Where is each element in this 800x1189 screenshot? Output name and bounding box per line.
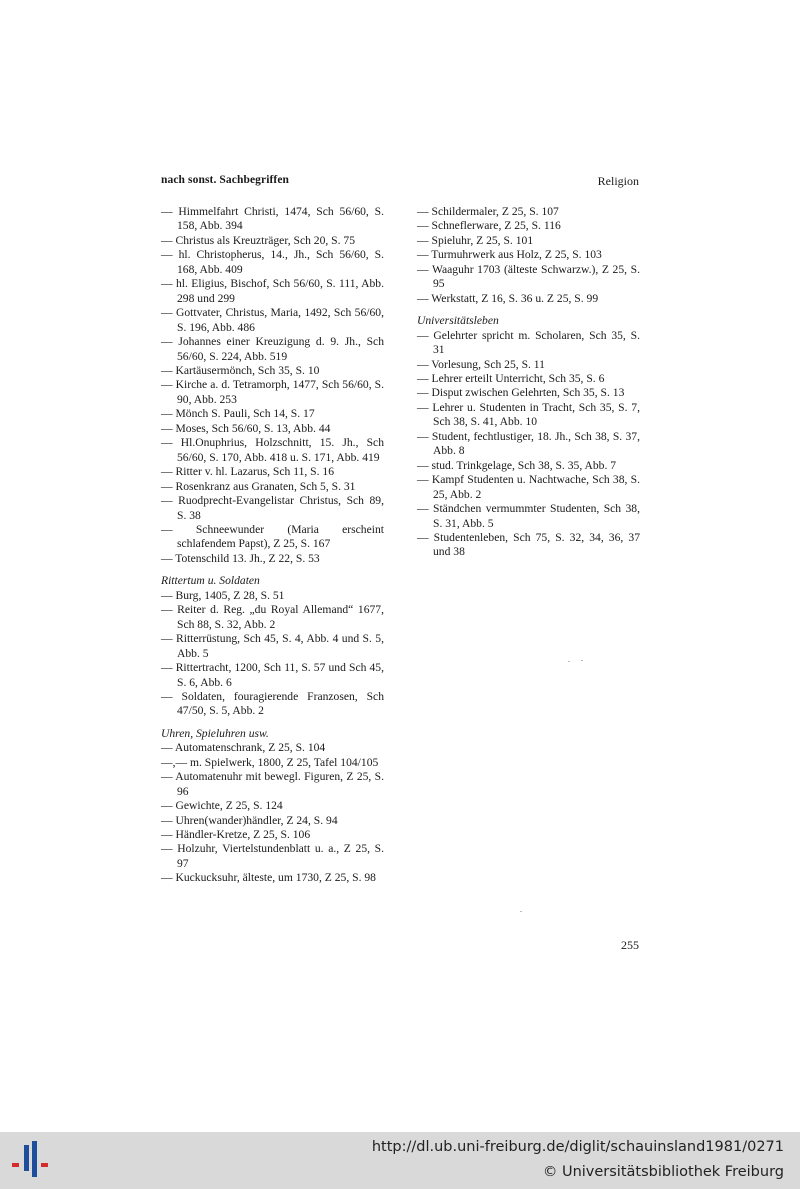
index-entry: — Ruodprecht-Evangelistar Christus, Sch 89, S. 38 [161,494,384,522]
index-entry: — Ritterrüstung, Sch 45, S. 4, Abb. 4 und S. 5, Abb. 5 [161,632,384,660]
index-entry: — Reiter d. Reg. „du Royal Allemand“ 1677, Sch 88, S. 32, Abb. 2 [161,603,384,631]
index-entry: — Gewichte, Z 25, S. 124 [161,799,283,813]
index-entry: — Student, fechtlustiger, 18. Jh., Sch 38, S. 37, Abb. 8 [417,429,640,458]
index-entry: — Automatenuhr mit bewegl. Figuren, Z 25, S. 96 [161,770,384,798]
index-entry: — Turmuhrwerk aus Holz, Z 25, S. 103 [417,248,602,262]
index-entry: — Holzuhr, Viertelstundenblatt u. a., Z 25, S. 97 [161,842,384,870]
scan-speck [581,660,583,661]
index-entry: — Spieluhr, Z 25, S. 101 [417,233,534,247]
index-entry: — Kampf Studenten u. Nachtwache, Sch 38, S. 25, Abb. 2 [417,473,640,501]
index-entry: — Mönch S. Pauli, Sch 14, S. 17 [161,407,315,421]
index-entry: — Werkstatt, Z 16, S. 36 u. Z 25, S. 99 [417,291,599,305]
scan-speck [520,911,522,912]
index-entry: — hl. Christopherus, 14., Jh., Sch 56/60, S. 168, Abb. 409 [161,248,384,276]
index-entry: — Kuckucksuhr, älteste, um 1730, Z 25, S. 98 [161,871,376,885]
index-entry: — Schneflerware, Z 25, S. 116 [417,219,561,233]
index-entry: — Schildermaler, Z 25, S. 107 [417,205,559,218]
index-entry: — Soldaten, fouragierende Franzosen, Sch 47/50, S. 5, Abb. 2 [161,689,384,718]
index-entry: — Gottvater, Christus, Maria, 1492, Sch 56/60, S. 196, Abb. 486 [161,306,384,334]
index-entry: — Schneewunder (Maria erscheint schlafendem Papst), Z 25, S. 167 [161,522,384,551]
section-heading: Universitätsleben [417,314,499,328]
index-entry: — Ritter v. hl. Lazarus, Sch 11, S. 16 [161,465,335,479]
running-header-left: nach sonst. Sachbegriffen [161,174,290,186]
logo-accent-right [41,1163,48,1167]
index-entry: — hl. Eligius, Bischof, Sch 56/60, S. 111, Abb. 298 und 299 [161,277,384,305]
index-entry: — Ständchen vermummter Studenten, Sch 38, S. 31, Abb. 5 [417,502,640,530]
viewer-footer-bar [0,1132,800,1189]
index-entry: — Vorlesung, Sch 25, S. 11 [417,357,545,371]
index-entry: — Rosenkranz aus Granaten, Sch 5, S. 31 [161,479,356,493]
index-entry: — stud. Trinkgelage, Sch 38, S. 35, Abb. 7 [417,458,617,472]
index-entry: — Moses, Sch 56/60, S. 13, Abb. 44 [161,421,331,435]
section-heading: Rittertum u. Soldaten [161,574,260,588]
index-entry: — Händler-Kretze, Z 25, S. 106 [161,828,311,842]
running-header-right: Religion [597,174,639,188]
logo-accent-left [12,1163,19,1167]
index-entry: — Johannes einer Kreuzigung d. 9. Jh., Sch 56/60, S. 224, Abb. 519 [161,335,384,363]
logo-bar-right [32,1141,37,1177]
copyright-notice: © Universitätsbibliothek Freiburg [542,1164,784,1180]
index-entry: — Hl.Onuphrius, Holzschnitt, 15. Jh., Sch 56/60, S. 170, Abb. 418 u. S. 171, Abb. 419 [161,436,384,464]
ub-freiburg-logo-icon[interactable] [10,1141,50,1181]
index-entry: — Burg, 1405, Z 28, S. 51 [161,588,285,602]
logo-bar-left [24,1145,29,1171]
index-entry: — Rittertracht, 1200, Sch 11, S. 57 und Sch 45, S. 6, Abb. 6 [161,661,384,689]
page-number: 255 [621,938,639,952]
index-entry: — Waaguhr 1703 (älteste Schwarzw.), Z 25, S. 95 [417,262,640,291]
index-entry: — Kartäusermönch, Sch 35, S. 10 [161,363,320,377]
index-entry: — Totenschild 13. Jh., Z 22, S. 53 [161,551,320,565]
index-entry: — Automatenschrank, Z 25, S. 104 [161,741,326,755]
index-entry: —,— m. Spielwerk, 1800, Z 25, Tafel 104/105 [161,755,379,769]
left-column [161,205,384,886]
index-entry: — Studentenleben, Sch 75, S. 32, 34, 36, 37 und 38 [417,530,640,559]
index-entry: — Disput zwischen Gelehrten, Sch 35, S. 13 [417,386,625,400]
index-entry: — Himmelfahrt Christi, 1474, Sch 56/60, S. 158, Abb. 394 [161,205,384,233]
source-url-link[interactable]: http://dl.ub.uni-freiburg.de/diglit/schauinsland1981/0271 [371,1139,784,1155]
index-entry: — Uhren(wander)händler, Z 24, S. 94 [161,813,338,827]
index-entry: — Kirche a. d. Tetramorph, 1477, Sch 56/60, S. 90, Abb. 253 [161,378,384,406]
scan-speck [568,661,570,662]
right-column [417,205,640,560]
index-entry: — Christus als Kreuzträger, Sch 20, S. 75 [161,233,356,247]
index-entry: — Gelehrter spricht m. Scholaren, Sch 35, S. 31 [417,328,640,357]
section-heading: Uhren, Spieluhren usw. [161,726,269,740]
index-entry: — Lehrer erteilt Unterricht, Sch 35, S. 6 [417,371,605,385]
index-entry: — Lehrer u. Studenten in Tracht, Sch 35, S. 7, Sch 38, S. 41, Abb. 10 [417,400,640,429]
